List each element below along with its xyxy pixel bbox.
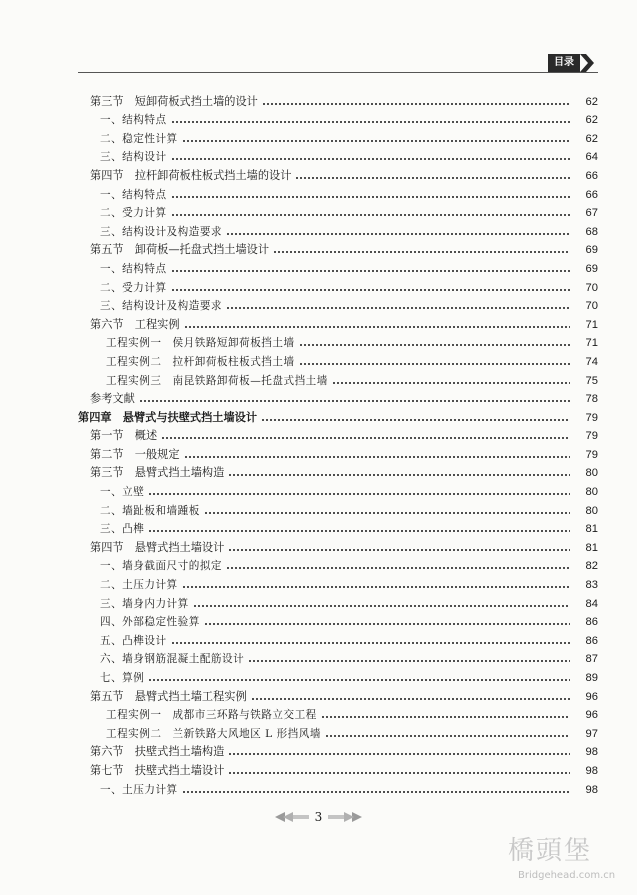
toc-page-number: 80	[585, 467, 598, 480]
toc-row	[78, 648, 598, 667]
toc-row	[78, 480, 598, 499]
toc-row	[78, 666, 598, 685]
dot-leader	[161, 428, 570, 440]
toc-row	[78, 592, 598, 611]
toc-title: 一、墙身截面尺寸的拟定	[100, 560, 223, 573]
toc-title: 工程实例三 南昆铁路卸荷板—托盘式挡土墙	[106, 374, 328, 387]
table-of-contents	[78, 90, 598, 797]
toc-page-number: 98	[585, 746, 598, 759]
toc-title: 第二节 一般规定	[90, 447, 180, 461]
dot-leader	[228, 763, 570, 775]
toc-row	[78, 611, 598, 630]
toc-row	[78, 220, 598, 239]
dot-leader	[193, 596, 570, 608]
toc-row	[78, 183, 598, 202]
dot-leader	[226, 224, 570, 236]
toc-row	[78, 239, 598, 258]
page-number: 3	[314, 810, 323, 824]
watermark-logo: 橋頭堡	[508, 836, 593, 866]
toc-page-number: 80	[585, 504, 598, 517]
dot-leader	[228, 540, 570, 552]
toc-page-number: 81	[585, 541, 598, 554]
dot-leader	[228, 744, 570, 756]
toc-page-number: 78	[585, 393, 598, 406]
toc-title: 六、墙身钢筋混凝土配筋设计	[100, 653, 245, 666]
toc-row	[78, 313, 598, 332]
toc-row	[78, 332, 598, 351]
header-tab	[548, 54, 596, 72]
toc-page-number: 79	[585, 430, 598, 443]
dot-leader	[332, 373, 570, 385]
toc-row	[78, 109, 598, 128]
dot-leader	[204, 614, 570, 626]
toc-row	[78, 388, 598, 407]
toc-row	[78, 350, 598, 369]
toc-title: 二、土压力计算	[100, 579, 178, 592]
dot-leader	[299, 335, 570, 347]
header-tab-label: 目录	[548, 54, 580, 72]
toc-title: 第六节 工程实例	[90, 317, 180, 331]
toc-page-number: 96	[585, 709, 598, 722]
toc-page-number: 70	[585, 281, 598, 294]
dot-leader	[182, 782, 570, 794]
toc-row	[78, 499, 598, 518]
toc-row	[78, 202, 598, 221]
toc-row	[78, 573, 598, 592]
right-arrows-ornament-icon	[328, 811, 362, 823]
toc-row	[78, 257, 598, 276]
dot-leader	[148, 670, 570, 682]
dot-leader	[171, 633, 570, 645]
left-arrows-ornament-icon	[275, 811, 309, 823]
toc-page-number: 74	[585, 355, 598, 368]
toc-page-number: 75	[585, 374, 598, 387]
dot-leader	[171, 149, 570, 161]
toc-page-number: 83	[585, 579, 598, 592]
toc-row	[78, 276, 598, 295]
dot-leader	[139, 391, 570, 403]
toc-title: 一、立壁	[100, 486, 145, 499]
toc-row	[78, 536, 598, 555]
toc-page-number: 81	[585, 523, 598, 536]
toc-page-number: 70	[585, 300, 598, 313]
toc-title: 五、凸榫设计	[100, 634, 167, 647]
toc-page-number: 66	[585, 188, 598, 201]
toc-title: 第六节 扶壁式挡土墙构造	[90, 745, 225, 759]
toc-title: 参考文献	[90, 392, 135, 406]
toc-page-number: 64	[585, 151, 598, 164]
dot-leader	[171, 112, 570, 124]
toc-title: 二、稳定性计算	[100, 132, 178, 145]
toc-row	[78, 704, 598, 723]
toc-page-number: 69	[585, 244, 598, 257]
toc-row	[78, 369, 598, 388]
toc-row	[78, 90, 598, 109]
dot-leader	[184, 447, 570, 459]
dot-leader	[171, 205, 570, 217]
toc-page-number: 71	[585, 337, 598, 350]
toc-page-number: 62	[585, 95, 598, 108]
toc-title: 二、墙趾板和墙踵板	[100, 504, 200, 517]
toc-title: 一、土压力计算	[100, 783, 178, 796]
toc-title: 三、凸榫	[100, 523, 145, 536]
toc-title: 第五节 卸荷板—托盘式挡土墙设计	[90, 243, 270, 257]
toc-page-number: 86	[585, 634, 598, 647]
toc-title: 三、结构设计	[100, 151, 167, 164]
toc-row	[78, 425, 598, 444]
toc-row	[78, 722, 598, 741]
toc-title: 工程实例一 成都市三环路与铁路立交工程	[106, 709, 317, 722]
toc-row	[78, 146, 598, 165]
toc-title: 二、受力计算	[100, 207, 167, 220]
watermark-site: Bridgehead.com.cn	[518, 870, 616, 881]
toc-page-number: 98	[585, 764, 598, 777]
toc-page-number: 96	[585, 690, 598, 703]
toc-title: 三、墙身内力计算	[100, 597, 189, 610]
toc-row	[78, 295, 598, 314]
toc-title: 第四节 悬臂式挡土墙设计	[90, 540, 225, 554]
dot-leader	[182, 131, 570, 143]
dot-leader	[295, 168, 570, 180]
dot-leader	[228, 465, 570, 477]
dot-leader	[171, 187, 570, 199]
toc-page-number: 82	[585, 560, 598, 573]
dot-leader	[226, 558, 570, 570]
toc-title: 工程实例二 拉杆卸荷板柱板式挡土墙	[106, 355, 295, 368]
toc-page-number: 86	[585, 616, 598, 629]
toc-row	[78, 518, 598, 537]
toc-title: 工程实例一 侯月铁路短卸荷板挡土墙	[106, 337, 295, 350]
toc-page-number: 68	[585, 225, 598, 238]
toc-title: 一、结构特点	[100, 188, 167, 201]
dot-leader	[148, 521, 570, 533]
toc-row	[78, 127, 598, 146]
dot-leader	[182, 577, 570, 589]
header-rule	[78, 72, 598, 73]
toc-page-number: 87	[585, 653, 598, 666]
dot-leader	[251, 689, 570, 701]
toc-title: 一、结构特点	[100, 114, 167, 127]
toc-page-number: 66	[585, 169, 598, 182]
toc-title: 第五节 悬臂式挡土墙工程实例	[90, 689, 247, 703]
dot-leader	[204, 503, 570, 515]
toc-page-number: 71	[585, 318, 598, 331]
dot-leader	[184, 317, 570, 329]
toc-page-number: 67	[585, 207, 598, 220]
toc-title: 第四节 拉杆卸荷板柱板式挡土墙的设计	[90, 168, 292, 182]
dot-leader	[171, 261, 570, 273]
toc-page-number: 62	[585, 114, 598, 127]
toc-title: 二、受力计算	[100, 281, 167, 294]
toc-page-number: 89	[585, 672, 598, 684]
dot-leader	[321, 707, 570, 719]
toc-page-number: 84	[585, 597, 598, 610]
toc-row	[78, 406, 598, 425]
toc-title: 第七节 扶壁式挡土墙设计	[90, 763, 225, 777]
toc-row	[78, 759, 598, 778]
toc-title: 第三节 短卸荷板式挡土墙的设计	[90, 94, 258, 108]
dot-leader	[273, 242, 570, 254]
dot-leader	[261, 410, 570, 422]
toc-page-number: 98	[585, 783, 598, 796]
toc-row	[78, 741, 598, 760]
toc-page-number: 79	[585, 448, 598, 461]
toc-title: 第一节 概述	[90, 429, 158, 443]
dot-leader	[148, 484, 570, 496]
toc-title: 四、外部稳定性验算	[100, 616, 200, 629]
dot-leader	[171, 280, 570, 292]
chevron-right-icon	[580, 54, 596, 72]
toc-title: 第四章 悬臂式与扶壁式挡土墙设计	[78, 410, 258, 424]
toc-page-number: 62	[585, 132, 598, 145]
page-footer	[0, 807, 637, 827]
toc-title: 三、结构设计及构造要求	[100, 225, 223, 238]
toc-title: 一、结构特点	[100, 262, 167, 275]
toc-row	[78, 778, 598, 797]
toc-page-number: 97	[585, 727, 598, 740]
dot-leader	[262, 94, 570, 106]
dot-leader	[299, 354, 570, 366]
dot-leader	[248, 651, 570, 663]
dot-leader	[325, 726, 570, 738]
toc-title: 三、结构设计及构造要求	[100, 300, 223, 313]
toc-page-number: 79	[585, 411, 598, 424]
toc-title: 第三节 悬臂式挡土墙构造	[90, 466, 225, 480]
toc-row	[78, 164, 598, 183]
toc-row	[78, 685, 598, 704]
toc-title: 工程实例二 兰新铁路大风地区 L 形挡风墙	[106, 727, 321, 740]
toc-row	[78, 443, 598, 462]
toc-row	[78, 462, 598, 481]
toc-row	[78, 555, 598, 574]
dot-leader	[226, 298, 570, 310]
toc-page-number: 80	[585, 486, 598, 499]
toc-title: 七、算例	[100, 672, 145, 684]
toc-page-number: 69	[585, 262, 598, 275]
toc-row	[78, 629, 598, 648]
